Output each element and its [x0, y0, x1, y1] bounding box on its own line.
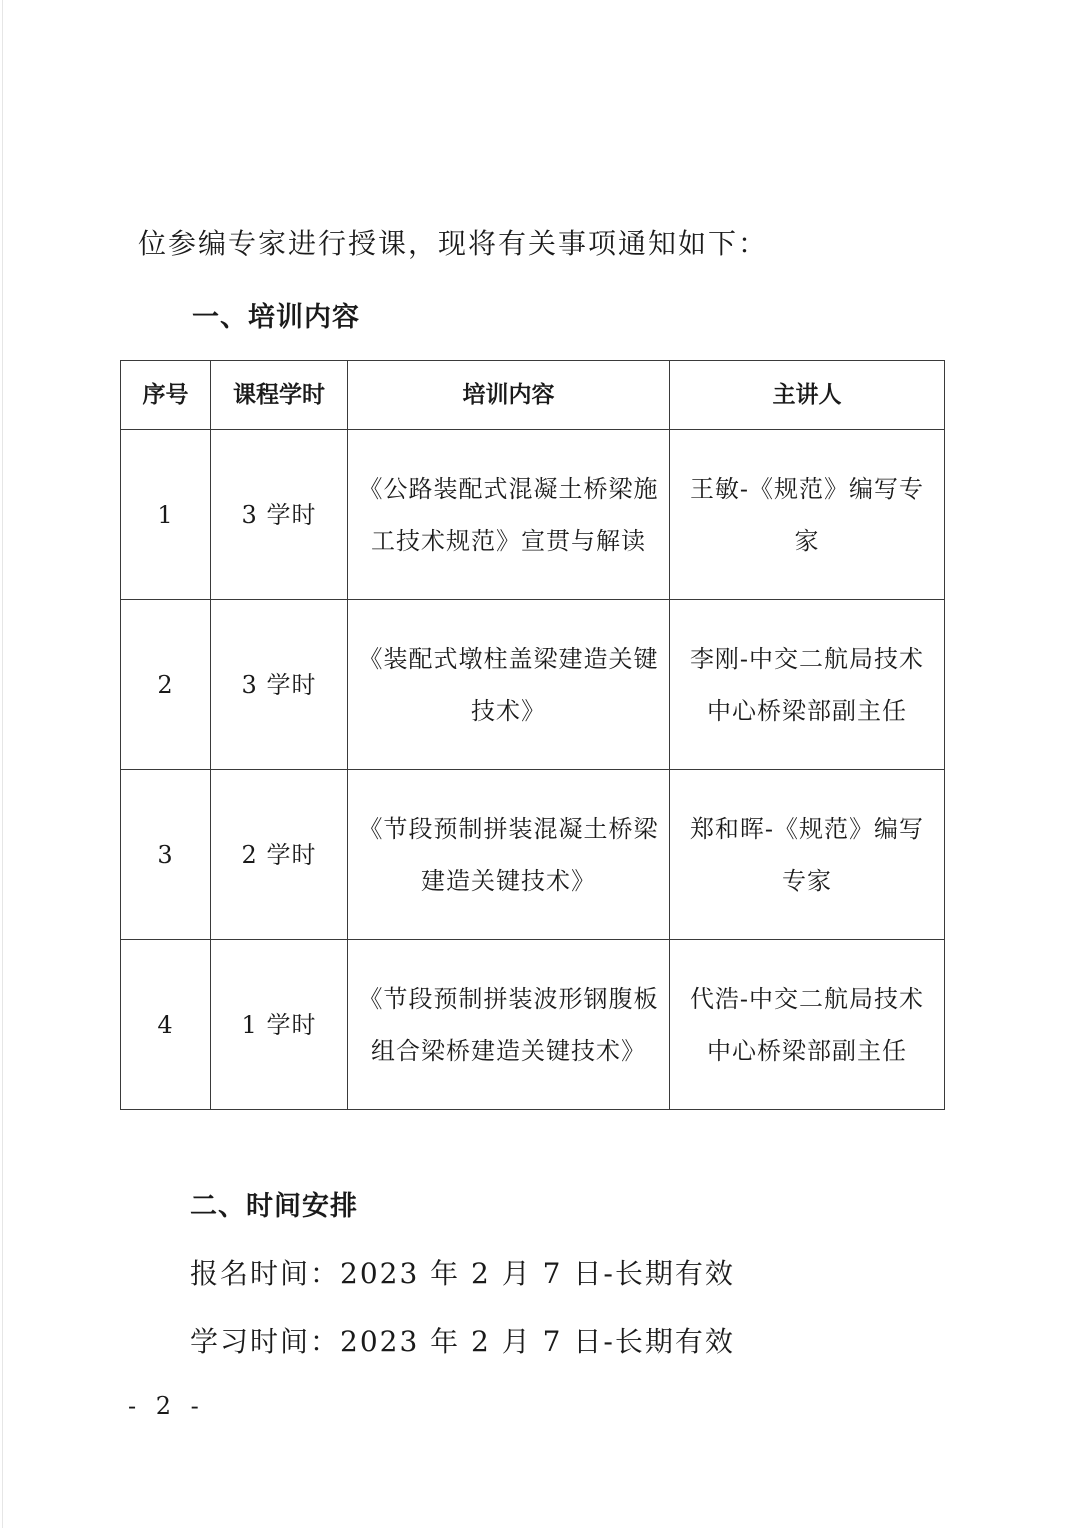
- cell-speaker: 郑和晖-《规范》编写专家: [670, 770, 945, 940]
- cell-index: 1: [121, 430, 211, 600]
- intro-paragraph: 位参编专家进行授课，现将有关事项通知如下：: [138, 227, 769, 260]
- section-heading-training-content: 一、培训内容: [192, 302, 360, 333]
- registration-time: 报名时间：2023 年 2 月 7 日-长期有效: [190, 1257, 735, 1290]
- cell-content: 《公路装配式混凝土桥梁施工技术规范》宣贯与解读: [348, 430, 670, 600]
- header-speaker: 主讲人: [670, 361, 945, 430]
- table-row: [121, 600, 945, 770]
- cell-hours: 2 学时: [211, 770, 348, 940]
- cell-hours: 3 学时: [211, 600, 348, 770]
- scan-edge: [2, 0, 3, 1528]
- study-time: 学习时间：2023 年 2 月 7 日-长期有效: [190, 1325, 735, 1358]
- cell-hours: 3 学时: [211, 430, 348, 600]
- header-hours: 课程学时: [211, 361, 348, 430]
- table-row: [121, 430, 945, 600]
- table-row: [121, 770, 945, 940]
- cell-content: 《装配式墩柱盖梁建造关键技术》: [348, 600, 670, 770]
- table-row: [121, 940, 945, 1110]
- header-content: 培训内容: [348, 361, 670, 430]
- cell-speaker: 代浩-中交二航局技术中心桥梁部副主任: [670, 940, 945, 1110]
- cell-content: 《节段预制拼装波形钢腹板组合梁桥建造关键技术》: [348, 940, 670, 1110]
- cell-speaker: 李刚-中交二航局技术中心桥梁部副主任: [670, 600, 945, 770]
- header-index: 序号: [121, 361, 211, 430]
- cell-hours: 1 学时: [211, 940, 348, 1110]
- page-number: - 2 -: [128, 1392, 205, 1420]
- cell-speaker: 王敏-《规范》编写专家: [670, 430, 945, 600]
- table-header-row: [121, 361, 945, 430]
- cell-index: 3: [121, 770, 211, 940]
- section-heading-schedule: 二、时间安排: [190, 1191, 358, 1222]
- training-table: [120, 360, 945, 1110]
- cell-index: 2: [121, 600, 211, 770]
- cell-index: 4: [121, 940, 211, 1110]
- cell-content: 《节段预制拼装混凝土桥梁建造关键技术》: [348, 770, 670, 940]
